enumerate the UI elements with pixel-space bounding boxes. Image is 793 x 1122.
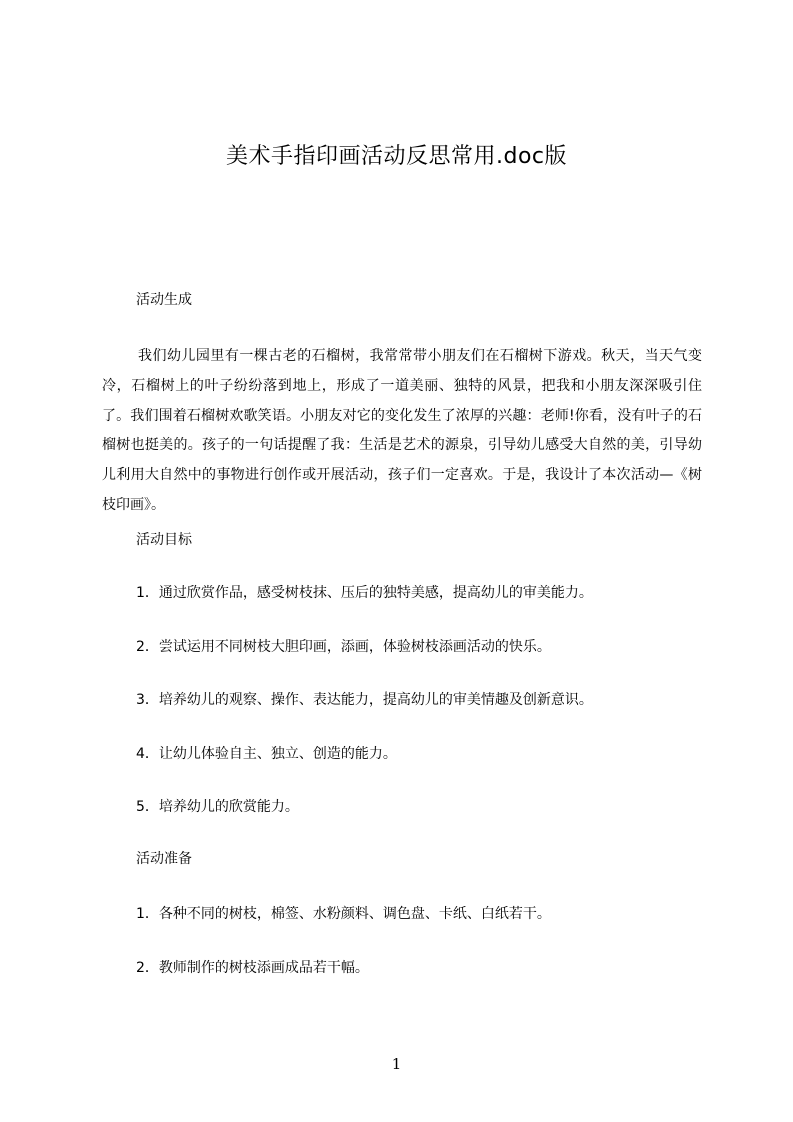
section-heading-preparation: 活动准备 <box>136 851 192 867</box>
preparation-item-2: 2．教师制作的树枝添画成品若干幅。 <box>136 960 369 976</box>
goal-item-1: 1．通过欣赏作品，感受树枝抹、压后的独特美感，提高幼儿的审美能力。 <box>136 585 593 601</box>
preparation-item-1: 1．各种不同的树枝，棉签、水粉颜料、调色盘、卡纸、白纸若干。 <box>136 906 551 922</box>
goal-item-3: 3．培养幼儿的观察、操作、表达能力，提高幼儿的审美情趣及创新意识。 <box>136 692 593 708</box>
section-heading-generation: 活动生成 <box>136 292 192 308</box>
goal-item-2: 2．尝试运用不同树枝大胆印画，添画，体验树枝添画活动的快乐。 <box>136 639 551 655</box>
goal-item-4: 4．让幼儿体验自主、独立、创造的能力。 <box>136 746 397 762</box>
section-heading-goals: 活动目标 <box>136 532 192 548</box>
section-paragraph-generation: 我们幼儿园里有一棵古老的石榴树，我常常带小朋友们在石榴树下游戏。秋天，当天气变冷，石榴树上的叶子纷纷落到地上，形成了一道美丽、独特的风景，把我和小朋友深深吸引住了。我们围着石榴树欢歌笑语。小朋友对它的变化发生了浓厚的兴趣：老师!你看，没有叶子的石榴树也挺美的。孩子的一句话提醒了我：生活是艺术的源泉，引导幼儿感受大自然的美，引导幼儿利用大自然中的事物进行创作或开展活动，孩子们一定喜欢。于是，我设计了本次活动—《树枝印画》。 <box>102 348 702 513</box>
page-number: 1 <box>391 1055 402 1073</box>
goal-item-5: 5．培养幼儿的欣赏能力。 <box>136 799 299 815</box>
document-title: 美术手指印画活动反思常用.doc版 <box>225 144 567 169</box>
